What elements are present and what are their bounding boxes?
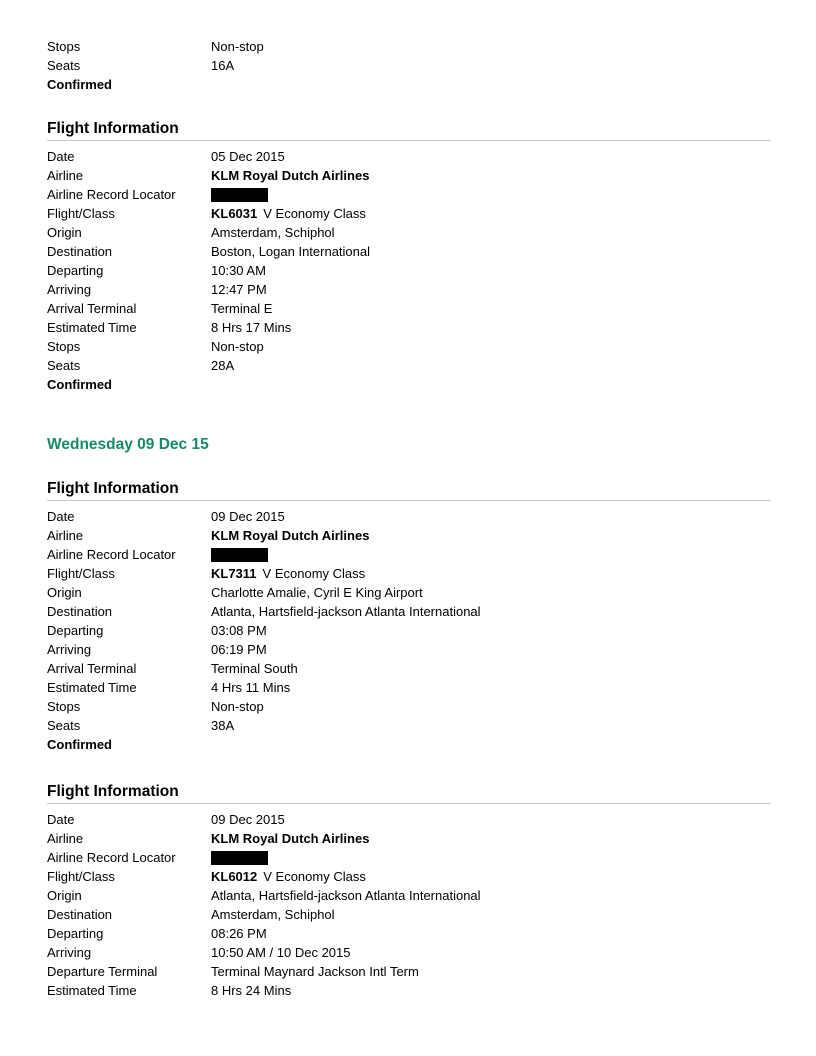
redacted-record-locator (211, 188, 268, 202)
seats-row (47, 356, 771, 375)
flight-class-label: Flight/Class (47, 566, 115, 581)
terminal-row (47, 659, 771, 678)
record-locator-label: Airline Record Locator (47, 547, 176, 562)
estimated-time-label: Estimated Time (47, 983, 137, 998)
airline-label: Airline (47, 168, 84, 183)
estimated-time-label: Estimated Time (47, 320, 137, 335)
date-row (47, 147, 771, 166)
arriving-label: Arriving (47, 945, 92, 960)
departing-value: 08:26 PM (211, 926, 267, 941)
terminal-label: Arrival Terminal (47, 301, 137, 316)
stops-label: Stops (47, 699, 81, 714)
seats-value: 38A (211, 718, 235, 733)
cabin-class: V Economy Class (263, 206, 366, 221)
terminal-row (47, 299, 771, 318)
destination-value: Boston, Logan International (211, 244, 371, 259)
arriving-value: 10:50 AM / 10 Dec 2015 (211, 945, 351, 960)
destination-row (47, 242, 771, 261)
departing-row (47, 621, 771, 640)
seats-label: Seats (47, 58, 81, 73)
seats-row (47, 716, 771, 735)
stops-row (47, 337, 771, 356)
stops-value: Non-stop (211, 339, 264, 354)
seats-value: 16A (211, 58, 235, 73)
section-title: Flight Information (47, 478, 771, 501)
arriving-value: 12:47 PM (211, 282, 267, 297)
airline-row (47, 166, 771, 185)
seats-value: 28A (211, 358, 235, 373)
flight-number: KL6031 (211, 206, 258, 221)
status-row (47, 735, 771, 754)
record-locator-label: Airline Record Locator (47, 850, 176, 865)
status-confirmed: Confirmed (47, 377, 112, 392)
origin-label: Origin (47, 225, 82, 240)
terminal-value: Terminal South (211, 661, 298, 676)
flight-class-row (47, 204, 771, 223)
airline-label: Airline (47, 528, 84, 543)
destination-label: Destination (47, 244, 113, 259)
destination-label: Destination (47, 604, 113, 619)
flight-number: KL6012 (211, 869, 258, 884)
redacted-record-locator (211, 548, 268, 562)
departing-label: Departing (47, 926, 104, 941)
arriving-label: Arriving (47, 642, 92, 657)
estimated-time-row (47, 678, 771, 697)
seats-row (47, 56, 771, 75)
destination-row (47, 602, 771, 621)
status-confirmed: Confirmed (47, 77, 112, 92)
stops-value: Non-stop (211, 39, 264, 54)
record-locator-row (47, 185, 771, 204)
flight-number: KL7311 (211, 566, 257, 581)
stops-label: Stops (47, 339, 81, 354)
date-label: Date (47, 149, 75, 164)
record-locator-row (47, 848, 771, 867)
status-row (47, 375, 771, 394)
estimated-time-row (47, 318, 771, 337)
flight-info-section-3 (47, 781, 771, 1000)
terminal-label: Arrival Terminal (47, 661, 137, 676)
departing-row (47, 261, 771, 280)
flight-class-label: Flight/Class (47, 206, 115, 221)
terminal-row (47, 962, 771, 981)
arriving-row (47, 943, 771, 962)
destination-row (47, 905, 771, 924)
departing-value: 10:30 AM (211, 263, 266, 278)
flight-info-section-2 (47, 478, 771, 754)
estimated-time-label: Estimated Time (47, 680, 137, 695)
flight-class-row (47, 867, 771, 886)
arriving-value: 06:19 PM (211, 642, 267, 657)
date-row (47, 507, 771, 526)
airline-row (47, 526, 771, 545)
cabin-class: V Economy Class (263, 869, 366, 884)
airline-row (47, 829, 771, 848)
status-row (47, 75, 771, 94)
departing-value: 03:08 PM (211, 623, 267, 638)
previous-segment-tail (47, 37, 771, 94)
airline-value: KLM Royal Dutch Airlines (211, 168, 370, 183)
destination-value: Amsterdam, Schiphol (211, 907, 335, 922)
flight-class-row (47, 564, 771, 583)
section-title: Flight Information (47, 781, 771, 804)
airline-value: KLM Royal Dutch Airlines (211, 831, 370, 846)
estimated-time-row (47, 981, 771, 1000)
date-label: Date (47, 509, 75, 524)
terminal-value: Terminal E (211, 301, 273, 316)
origin-row (47, 886, 771, 905)
destination-label: Destination (47, 907, 113, 922)
stops-row (47, 37, 771, 56)
arriving-label: Arriving (47, 282, 92, 297)
departing-row (47, 924, 771, 943)
date-row (47, 810, 771, 829)
flight-info-section-1 (47, 118, 771, 394)
seats-label: Seats (47, 358, 81, 373)
date-value: 05 Dec 2015 (211, 149, 285, 164)
destination-value: Atlanta, Hartsfield-jackson Atlanta International (211, 604, 481, 619)
origin-value: Amsterdam, Schiphol (211, 225, 335, 240)
airline-label: Airline (47, 831, 84, 846)
origin-label: Origin (47, 888, 82, 903)
date-value: 09 Dec 2015 (211, 812, 285, 827)
status-confirmed: Confirmed (47, 737, 112, 752)
origin-row (47, 223, 771, 242)
seats-label: Seats (47, 718, 81, 733)
record-locator-label: Airline Record Locator (47, 187, 176, 202)
day-header: Wednesday 09 Dec 15 (47, 436, 209, 453)
redacted-record-locator (211, 851, 268, 865)
date-value: 09 Dec 2015 (211, 509, 285, 524)
estimated-time-value: 8 Hrs 24 Mins (211, 983, 292, 998)
flight-class-label: Flight/Class (47, 869, 115, 884)
arriving-row (47, 640, 771, 659)
section-title: Flight Information (47, 118, 771, 141)
terminal-value: Terminal Maynard Jackson Intl Term (211, 964, 419, 979)
estimated-time-value: 8 Hrs 17 Mins (211, 320, 292, 335)
record-locator-row (47, 545, 771, 564)
date-label: Date (47, 812, 75, 827)
origin-value: Charlotte Amalie, Cyril E King Airport (211, 585, 423, 600)
cabin-class: V Economy Class (262, 566, 366, 581)
origin-label: Origin (47, 585, 82, 600)
origin-value: Atlanta, Hartsfield-jackson Atlanta International (211, 888, 481, 903)
departing-label: Departing (47, 263, 104, 278)
arriving-row (47, 280, 771, 299)
departing-label: Departing (47, 623, 104, 638)
stops-value: Non-stop (211, 699, 264, 714)
airline-value: KLM Royal Dutch Airlines (211, 528, 370, 543)
estimated-time-value: 4 Hrs 11 Mins (211, 680, 291, 695)
terminal-label: Departure Terminal (47, 964, 158, 979)
origin-row (47, 583, 771, 602)
stops-row (47, 697, 771, 716)
stops-label: Stops (47, 39, 81, 54)
